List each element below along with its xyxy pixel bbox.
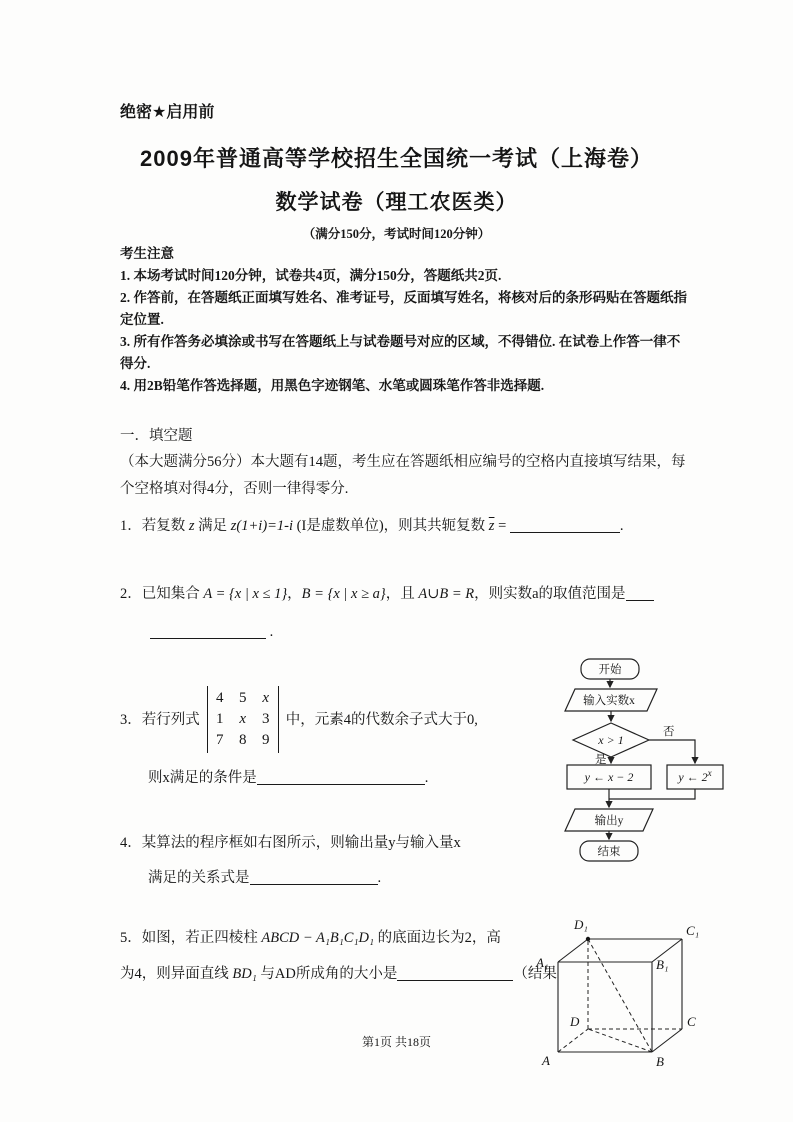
math-set-b: B = {x | x ≥ a} <box>301 586 386 602</box>
exam-title: 2009年普通高等学校招生全国统一考试（上海卷） <box>140 146 653 171</box>
page-number: 第1页 共18页 <box>361 1035 431 1049</box>
question-5-text: 如图，若正四棱柱 <box>141 930 262 946</box>
candidate-notice <box>120 243 688 397</box>
question-5-text: 与AD所成角的大小是 <box>256 966 398 982</box>
cube-label-c: C <box>687 1014 696 1029</box>
notice-item-3: 3. 所有作答务必填涂或书写在答题纸上与试卷题号对应的区域，不得错位. 在试卷上作答一律不得分. <box>120 334 681 371</box>
algorithm-flowchart <box>545 653 745 873</box>
math-prism: ABCD − A₁B₁C₁D₁ <box>261 930 375 946</box>
flowchart-no-branch-label <box>677 768 711 784</box>
question-2-text: . <box>269 624 274 640</box>
flowchart-join-path <box>609 789 695 799</box>
answer-blank-1 <box>510 518 620 533</box>
question-2-line2 <box>150 620 273 644</box>
prism-figure <box>532 912 722 1077</box>
flowchart-output-label: 输出y <box>594 815 624 827</box>
question-5 <box>120 926 570 950</box>
question-5-number: 5． <box>120 930 142 946</box>
notice-item-1: 1. 本场考试时间120分钟，试卷共4页，满分150分，答题纸共2页. <box>120 268 502 283</box>
cube-label-a1: A₁ <box>536 955 549 970</box>
answer-blank-4 <box>250 870 378 885</box>
question-4: 4．某算法的程序框如右图所示，则输出量y与输入量x <box>120 835 461 851</box>
section-heading: 一．填空题 <box>120 428 193 444</box>
cube-label-d: D <box>570 1014 580 1029</box>
flowchart-no-label: 否 <box>663 726 675 738</box>
determinant-row <box>215 688 271 709</box>
answer-blank-2a <box>626 586 654 601</box>
answer-blank-2b <box>150 624 266 639</box>
question-1-text: . <box>619 518 624 534</box>
det-cell: 3 <box>262 711 270 727</box>
question-1-text: (I是虚数单位)，则其共轭复数 <box>293 518 489 534</box>
exam-meta: （满分150分，考试时间120分钟） <box>302 227 491 241</box>
flowchart-input-label: 输入实数x <box>583 695 635 707</box>
question-5-line2 <box>120 962 570 986</box>
question-1-text: 若复数 <box>141 518 189 534</box>
flowchart-condition-label: x > 1 <box>598 733 624 747</box>
math-equation: z(1+i)=1-i <box>230 518 294 534</box>
math-set-a: A = {x | x ≤ 1} <box>203 586 288 602</box>
cube-label-d1: D₁ <box>574 917 588 932</box>
question-2-text: ，则实数a的取值范围是 <box>474 586 626 602</box>
question-3-text: . <box>424 770 429 786</box>
question-4-line2 <box>148 866 381 890</box>
det-cell: 4 <box>216 690 224 706</box>
vertex-d1-dot <box>586 937 590 941</box>
question-3-line2 <box>148 766 428 790</box>
determinant <box>207 686 279 753</box>
math-z: z <box>188 518 195 534</box>
question-1 <box>120 514 680 538</box>
question-2 <box>120 582 700 606</box>
question-1-text: 满足 <box>194 518 231 534</box>
notice-item-4: 4. 用2B铅笔作答选择题，用黑色字迹钢笔、水笔或圆珠笔作答非选择题. <box>120 378 545 393</box>
det-cell: x <box>239 711 247 727</box>
cube-label-a: A <box>542 1053 550 1068</box>
det-cell: 8 <box>239 732 247 748</box>
section-intro: （本大题满分56分）本大题有14题，考生应在答题纸相应编号的空格内直接填写结果，每个空格填对得4分，否则一律得零分. <box>120 454 686 497</box>
question-3-text: 若行列式 <box>141 711 200 728</box>
det-cell: x <box>262 690 270 706</box>
notice-item-2: 2. 作答前，在答题纸正面填写姓名、准考证号，反面填写姓名，将核对后的条形码贴在答题纸指定位置. <box>120 290 687 327</box>
flowchart-no-branch-base: y ← 2 <box>678 770 708 784</box>
question-2-text: ， <box>287 586 302 602</box>
flowchart-no-path <box>649 740 695 763</box>
cube-label-b: B <box>656 1054 664 1069</box>
math-union: A∪B = R <box>418 586 475 602</box>
flowchart-yes-label: 是 <box>595 754 607 766</box>
answer-blank-3 <box>257 770 425 785</box>
flowchart-end-label: 结束 <box>597 846 621 858</box>
question-2-text: 已知集合 <box>141 586 204 602</box>
question-1-text: = <box>494 518 507 534</box>
flowchart-shapes <box>565 659 723 861</box>
det-cell: 7 <box>216 732 224 748</box>
flowchart-yes-branch-label: y ← x − 2 <box>584 770 634 784</box>
math-bd1: BD₁ <box>232 966 257 982</box>
cube-label-b1: B₁ <box>656 957 669 972</box>
det-cell: 9 <box>262 732 270 748</box>
question-3-text: 中，元素4的代数余子式大于0, <box>285 711 478 728</box>
determinant-row <box>215 730 271 751</box>
flowchart-no-branch-exponent: x <box>707 768 712 778</box>
det-cell: 1 <box>216 711 224 727</box>
question-2-text: ，且 <box>385 586 419 602</box>
question-1-number: 1． <box>120 518 142 534</box>
answer-blank-5 <box>397 966 513 981</box>
det-cell: 5 <box>239 690 247 706</box>
flowchart-start-label: 开始 <box>598 664 622 676</box>
security-classification: 绝密★启用前 <box>120 104 215 121</box>
question-3-text: 则x满足的条件是 <box>148 770 257 786</box>
math-z-conjugate: $\overline{z}$ <box>488 518 495 534</box>
question-4-text: . <box>377 870 382 886</box>
determinant-row <box>215 709 271 730</box>
question-5-text: （结果 <box>513 966 557 982</box>
notice-heading: 考生注意 <box>120 246 174 261</box>
question-5-text: 的底面边长为2，高 <box>374 930 501 946</box>
question-3-number: 3． <box>120 711 142 728</box>
exam-subtitle: 数学试卷（理工农医类） <box>275 191 518 214</box>
question-4-text: 满足的关系式是 <box>148 870 250 886</box>
cube-label-c1: C₁ <box>686 923 700 938</box>
question-2-number: 2． <box>120 586 142 602</box>
question-5-text: 为4，则异面直线 <box>120 966 233 982</box>
